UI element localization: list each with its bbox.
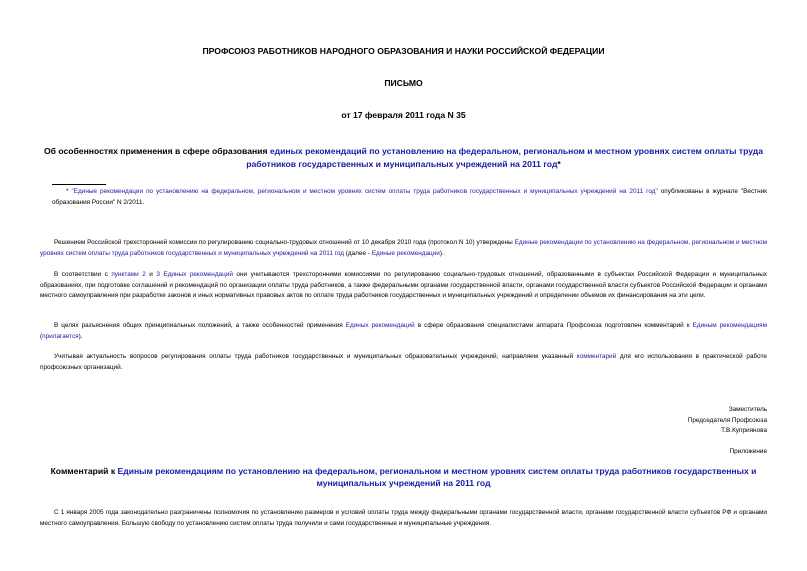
p3-text-c: ( — [40, 332, 43, 340]
p1-text-b: (далее - — [344, 249, 372, 257]
p1-link-short[interactable]: Единые рекомендации — [371, 249, 440, 257]
comment-title — [40, 466, 767, 489]
signature-name: Т.В.Куприянова — [721, 427, 767, 434]
p3-text-a: В целях разъяснения общих принципиальных положений, а также особенностей применения — [54, 322, 346, 329]
paragraph-3 — [40, 321, 767, 342]
doc-date-heading: от 17 февраля 2011 года N 35 — [341, 110, 466, 120]
signature-organization: Председателя Профсоюза — [687, 417, 767, 424]
footnote-star: * — [66, 188, 72, 195]
p1-text-c: ). — [439, 249, 444, 257]
title-link[interactable]: единых рекомендаций по установлению на федеральном, региональном и местном уровнях систем оплаты труда работников государственных и муниципальных учреждений на 2011 год — [246, 146, 764, 169]
p2-text-c: они учитываются трехсторонними комиссиями по регулированию социально-трудовых отношений, образованными в субъектах Российской Федерации и муниципальных образованиях, при подготовке соглашений и рекомендаций по организации оплаты труда работников, а также федеральными органами государственной власти, органами государственной власти субъектов Российской Федерации и органами местного самоуправления при разработке законов и иных нормативных правовых актов по оплате труда работников государственных и муниципальных учреждений и определении объемов их финансирования на эти цели. — [40, 271, 767, 300]
title-prefix: Об особенностях применения в сфере образования — [43, 146, 270, 156]
title-suffix: * — [557, 159, 561, 169]
p2-text-b: и — [145, 271, 157, 278]
p4-text-a: Учитывая актуальность вопросов регулирования оплаты труда работников государственных и муниципальных образовательных учреждений, направляем указанный — [54, 353, 577, 360]
appendix-label: Приложение — [729, 448, 767, 455]
signature-position: Заместитель — [728, 406, 767, 413]
p4-text-b: для его использования в практической работе профсоюзных организаций. — [40, 353, 767, 371]
paragraph-1 — [40, 238, 767, 259]
footnote-link[interactable]: "Единые рекомендации по установлению на федеральном, региональном и местном уровнях систем оплаты труда работников государственных и муниципальных учреждений на 2011 год" — [71, 188, 658, 195]
p3-link-recommendations-2[interactable]: Единым рекомендациям — [692, 322, 767, 329]
p2-link-recommendations[interactable]: 3 Единых рекомендаций — [156, 271, 233, 278]
footnote — [52, 187, 767, 208]
p3-text-b: в сфере образования специалистами аппарата Профсоюза подготовлен комментарий к — [414, 322, 693, 329]
comment-paragraph: С 1 января 2005 года законодательно разграничены полномочия по установлению размеров и условий оплаты труда между федеральными органами государственной власти, органами государственной власти субъектов РФ и органами местного самоуправления. Большую свободу по установлению систем оплаты труда получили и сами государственные и муниципальные учреждения. — [40, 509, 767, 527]
comment-title-link[interactable]: Единым рекомендациям по установлению на федеральном, региональном и местном уровнях систем оплаты труда работников государственных и муниципальных учреждений на 2011 год — [117, 466, 757, 488]
footnote-rest: опубликованы в журнале "Вестник образования России" N 2/2011. — [52, 188, 767, 206]
document-title — [40, 145, 767, 171]
org-heading: ПРОФСОЮЗ РАБОТНИКОВ НАРОДНОГО ОБРАЗОВАНИЯ И НАУКИ РОССИЙСКОЙ ФЕДЕРАЦИИ — [202, 46, 605, 56]
paragraph-4 — [40, 352, 767, 373]
p2-text-a: В соответствии с — [54, 271, 112, 278]
p4-link-comment[interactable]: комментарий — [576, 353, 617, 360]
paragraph-2 — [40, 270, 767, 302]
p3-link-recommendations[interactable]: Единых рекомендаций — [345, 322, 415, 329]
p3-text-d: ). — [78, 332, 83, 340]
doc-type-heading: ПИСЬМО — [384, 78, 423, 88]
p2-link-points[interactable]: пунктами 2 — [111, 271, 146, 278]
p1-text-a: Решением Российской трехсторонней комиссии по регулированию социально-трудовых отношений от 10 декабря 2010 года (протокол N 10) утверждены — [54, 239, 515, 246]
footnote-divider — [52, 184, 106, 185]
p1-link-unified-recommendations[interactable]: Единые рекомендации по установлению на федеральном, региональном и местном уровнях систем оплаты труда работников государственных и муниципальных учреждений на 2011 год — [40, 239, 767, 257]
p3-link-attached[interactable]: прилагается — [42, 332, 79, 340]
comment-title-prefix: Комментарий к — [50, 466, 118, 476]
